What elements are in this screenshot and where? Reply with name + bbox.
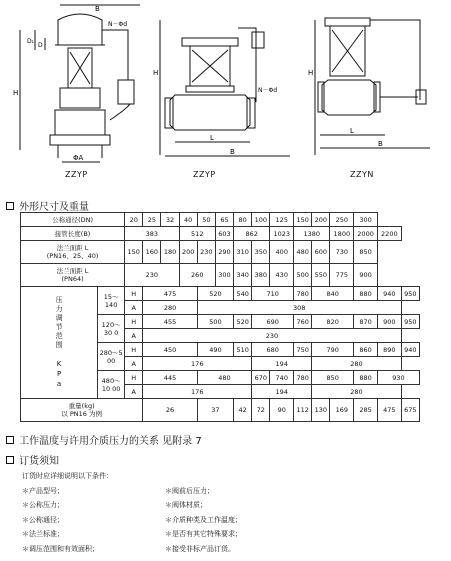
table-cell: 180 <box>161 241 179 264</box>
order-intro: 订货时应详细说明以下条件： <box>22 472 113 480</box>
row-key-a: A <box>125 357 143 371</box>
table-cell: 37 <box>197 399 233 422</box>
table-cell: 280 <box>143 301 197 315</box>
row-key-a: A <box>125 385 143 399</box>
row-header-flange64: 法兰面距 L (PN64) <box>21 264 125 287</box>
table-cell: 32 <box>161 213 179 227</box>
dim-label-phi-a: ΦA <box>73 154 84 162</box>
row-header-pipe: 接管长度(B) <box>21 227 125 241</box>
row-key-a: A <box>125 329 143 343</box>
table-cell: 350 <box>252 241 270 264</box>
dim-label-h-3: H <box>308 69 314 77</box>
order-item: ＊公称压力； <box>22 501 64 509</box>
table-cell: 169 <box>330 399 354 422</box>
table-cell: 900 <box>377 315 401 329</box>
table-cell: 740 <box>270 371 294 385</box>
table-cell: 280 <box>312 357 401 371</box>
table-cell: 260 <box>179 264 215 287</box>
table-cell: 880 <box>354 371 378 385</box>
table-cell: 775 <box>330 264 354 287</box>
table-cell: 890 <box>377 343 401 357</box>
table-cell: 40 <box>179 213 197 227</box>
table-cell: 380 <box>252 264 270 287</box>
table-cell: 20 <box>125 213 143 227</box>
dim-label-b: B <box>95 5 100 13</box>
table-cell: 300 <box>215 264 233 287</box>
table-cell: 176 <box>143 357 252 371</box>
table-cell: 72 <box>252 399 270 422</box>
table-cell: 310 <box>234 241 252 264</box>
table-cell: 760 <box>294 315 312 329</box>
table-row-pressure-h <box>21 287 420 301</box>
table-cell: 308 <box>197 301 401 315</box>
order-item: ＊法兰标准； <box>22 530 64 538</box>
row-key-h: H <box>125 371 143 385</box>
table-cell: 550 <box>312 264 330 287</box>
table-cell: 900 <box>354 264 378 287</box>
table-cell: 1023 <box>270 227 294 241</box>
table-cell: 50 <box>197 213 215 227</box>
table-cell: 512 <box>179 227 215 241</box>
table-cell: 450 <box>143 343 197 357</box>
table-cell: 130 <box>312 399 330 422</box>
table-cell: 930 <box>377 371 419 385</box>
table-cell: 520 <box>234 315 252 329</box>
table-cell: 150 <box>125 241 143 264</box>
order-item: ＊是否有其它特殊要求； <box>165 530 242 538</box>
table-cell: 880 <box>354 287 378 301</box>
table-cell: 383 <box>125 227 179 241</box>
order-item: ＊接受非标产品订货。 <box>165 544 235 553</box>
table-cell: 2000 <box>354 227 378 241</box>
order-item: ＊阀前后压力； <box>165 486 214 495</box>
valve-drawing-zzyp-2 <box>150 0 300 170</box>
table-cell: 340 <box>234 264 252 287</box>
row-key-h: H <box>125 343 143 357</box>
table-cell: 445 <box>143 371 197 385</box>
table-cell: 194 <box>252 385 312 399</box>
table-row-weight <box>21 399 420 422</box>
table-cell: 230 <box>197 241 215 264</box>
section-title-pressure: 工作温度与许用介质压力的关系 见附录 7 <box>19 436 202 447</box>
dim-label-l: L <box>210 134 214 142</box>
table-cell: 430 <box>270 264 294 287</box>
dim-label-d-2: N－Φd <box>258 87 278 94</box>
table-cell: 480 <box>294 241 312 264</box>
table-cell: 680 <box>252 343 294 357</box>
caption-fig-1: ZZYP <box>65 170 88 179</box>
table-cell: 840 <box>312 287 354 301</box>
pressure-range-label: 15～140 <box>98 287 125 315</box>
valve-drawing-zzyp-1 <box>0 0 150 170</box>
table-cell: 780 <box>294 371 312 385</box>
dim-label-d1: D₁ <box>27 38 35 45</box>
order-item: ＊调压范围和有效面积； <box>22 544 99 553</box>
row-header-pressure: 压力调节范围 KPa <box>21 287 98 399</box>
table-cell: 600 <box>312 241 330 264</box>
dim-label-l-3: L <box>350 127 354 135</box>
pressure-range-label: 480～10 00 <box>98 371 125 399</box>
table-cell: 940 <box>377 287 401 301</box>
table-cell: 176 <box>143 385 252 399</box>
table-row-dn <box>21 213 420 227</box>
order-notes <box>22 469 242 556</box>
table-cell: 750 <box>294 343 312 357</box>
table-cell: 860 <box>354 343 378 357</box>
caption-fig-2: ZZYP <box>193 170 216 179</box>
checkbox-square-icon <box>6 456 14 464</box>
table-cell: 520 <box>197 287 233 301</box>
table-cell: 940 <box>401 343 419 357</box>
section-title-dimensions: 外形尺寸及重量 <box>19 202 89 213</box>
table-row-flange64 <box>21 264 420 287</box>
dimension-table <box>20 212 420 422</box>
table-cell: 90 <box>270 399 294 422</box>
table-cell: 490 <box>197 343 233 357</box>
table-cell: 300 <box>354 213 378 227</box>
table-row-flange16 <box>21 241 420 264</box>
table-cell: 42 <box>234 399 252 422</box>
order-item: ＊公称通径； <box>22 515 64 524</box>
table-cell: 2200 <box>377 227 401 241</box>
table-cell: 250 <box>330 213 354 227</box>
table-row-pipe <box>21 227 420 241</box>
table-cell: 230 <box>125 264 179 287</box>
table-cell: 710 <box>252 287 294 301</box>
table-cell: 25 <box>143 213 161 227</box>
table-cell: 100 <box>252 213 270 227</box>
table-cell: 820 <box>312 315 354 329</box>
row-key-h: H <box>125 315 143 329</box>
row-header-flange16: 法兰面距 L (PN16、25、40) <box>21 241 125 264</box>
table-cell: 230 <box>143 329 401 343</box>
table-cell: 790 <box>312 343 354 357</box>
table-cell: 780 <box>294 287 312 301</box>
checkbox-square-icon <box>6 436 14 444</box>
order-item: ＊阀体材质； <box>165 501 207 509</box>
section-heading-pressure <box>6 432 202 447</box>
row-header-dn: 公称通径(DN) <box>21 213 125 227</box>
dim-label-h-2: H <box>153 69 159 77</box>
section-heading-order <box>6 452 59 467</box>
table-cell: 480 <box>197 371 251 385</box>
row-header-weight: 重量(kg) 以 PN16 为例 <box>21 399 143 422</box>
table-cell: 475 <box>377 399 401 422</box>
table-cell: 500 <box>294 264 312 287</box>
table-cell: 200 <box>179 241 197 264</box>
table-cell: 690 <box>252 315 294 329</box>
table-cell: 862 <box>234 227 270 241</box>
table-cell: 80 <box>234 213 252 227</box>
table-cell: 112 <box>294 399 312 422</box>
table-cell: 950 <box>401 287 419 301</box>
table-cell: 510 <box>234 343 252 357</box>
table-cell: 675 <box>401 399 419 422</box>
valve-drawing-zzyn <box>300 0 451 170</box>
dim-label-b-3: B <box>378 140 383 148</box>
table-cell: 603 <box>215 227 233 241</box>
table-cell: 26 <box>143 399 197 422</box>
table-cell: 475 <box>143 287 197 301</box>
table-cell: 1380 <box>294 227 330 241</box>
caption-fig-3: ZZYN <box>350 170 374 179</box>
table-cell: 150 <box>294 213 312 227</box>
row-key-a: A <box>125 301 143 315</box>
table-cell: 540 <box>234 287 252 301</box>
table-cell: 850 <box>354 241 378 264</box>
section-title-order: 订货须知 <box>19 456 59 467</box>
dim-label-b-2: B <box>230 148 235 156</box>
table-cell: 950 <box>401 315 419 329</box>
table-cell: 400 <box>270 241 294 264</box>
table-cell: 500 <box>197 315 233 329</box>
order-item: ＊介质种类及工作温度； <box>165 515 242 524</box>
table-cell: 290 <box>215 241 233 264</box>
checkbox-square-icon <box>6 202 14 210</box>
table-cell: 455 <box>143 315 197 329</box>
row-key-h: H <box>125 287 143 301</box>
table-cell: 870 <box>354 315 378 329</box>
table-cell: 730 <box>330 241 354 264</box>
pressure-range-label: 120～30 0 <box>98 315 125 343</box>
section-heading-dimensions <box>6 198 89 213</box>
table-cell: 160 <box>143 241 161 264</box>
table-cell: 850 <box>312 371 354 385</box>
pressure-range-label: 280～5 00 <box>98 343 125 371</box>
table-cell: 670 <box>252 371 270 385</box>
table-cell: 200 <box>312 213 330 227</box>
dim-label-h: H <box>13 89 19 97</box>
order-item: ＊产品型号； <box>22 486 64 495</box>
table-cell: 1800 <box>330 227 354 241</box>
table-cell: 125 <box>270 213 294 227</box>
table-cell: 65 <box>215 213 233 227</box>
valve-drawings <box>0 0 451 180</box>
table-cell: 285 <box>354 399 378 422</box>
dim-label-d: N－Φd <box>108 21 128 28</box>
table-cell: 194 <box>252 357 312 371</box>
dim-label-d2: D <box>38 42 43 49</box>
table-cell: 280 <box>312 385 401 399</box>
